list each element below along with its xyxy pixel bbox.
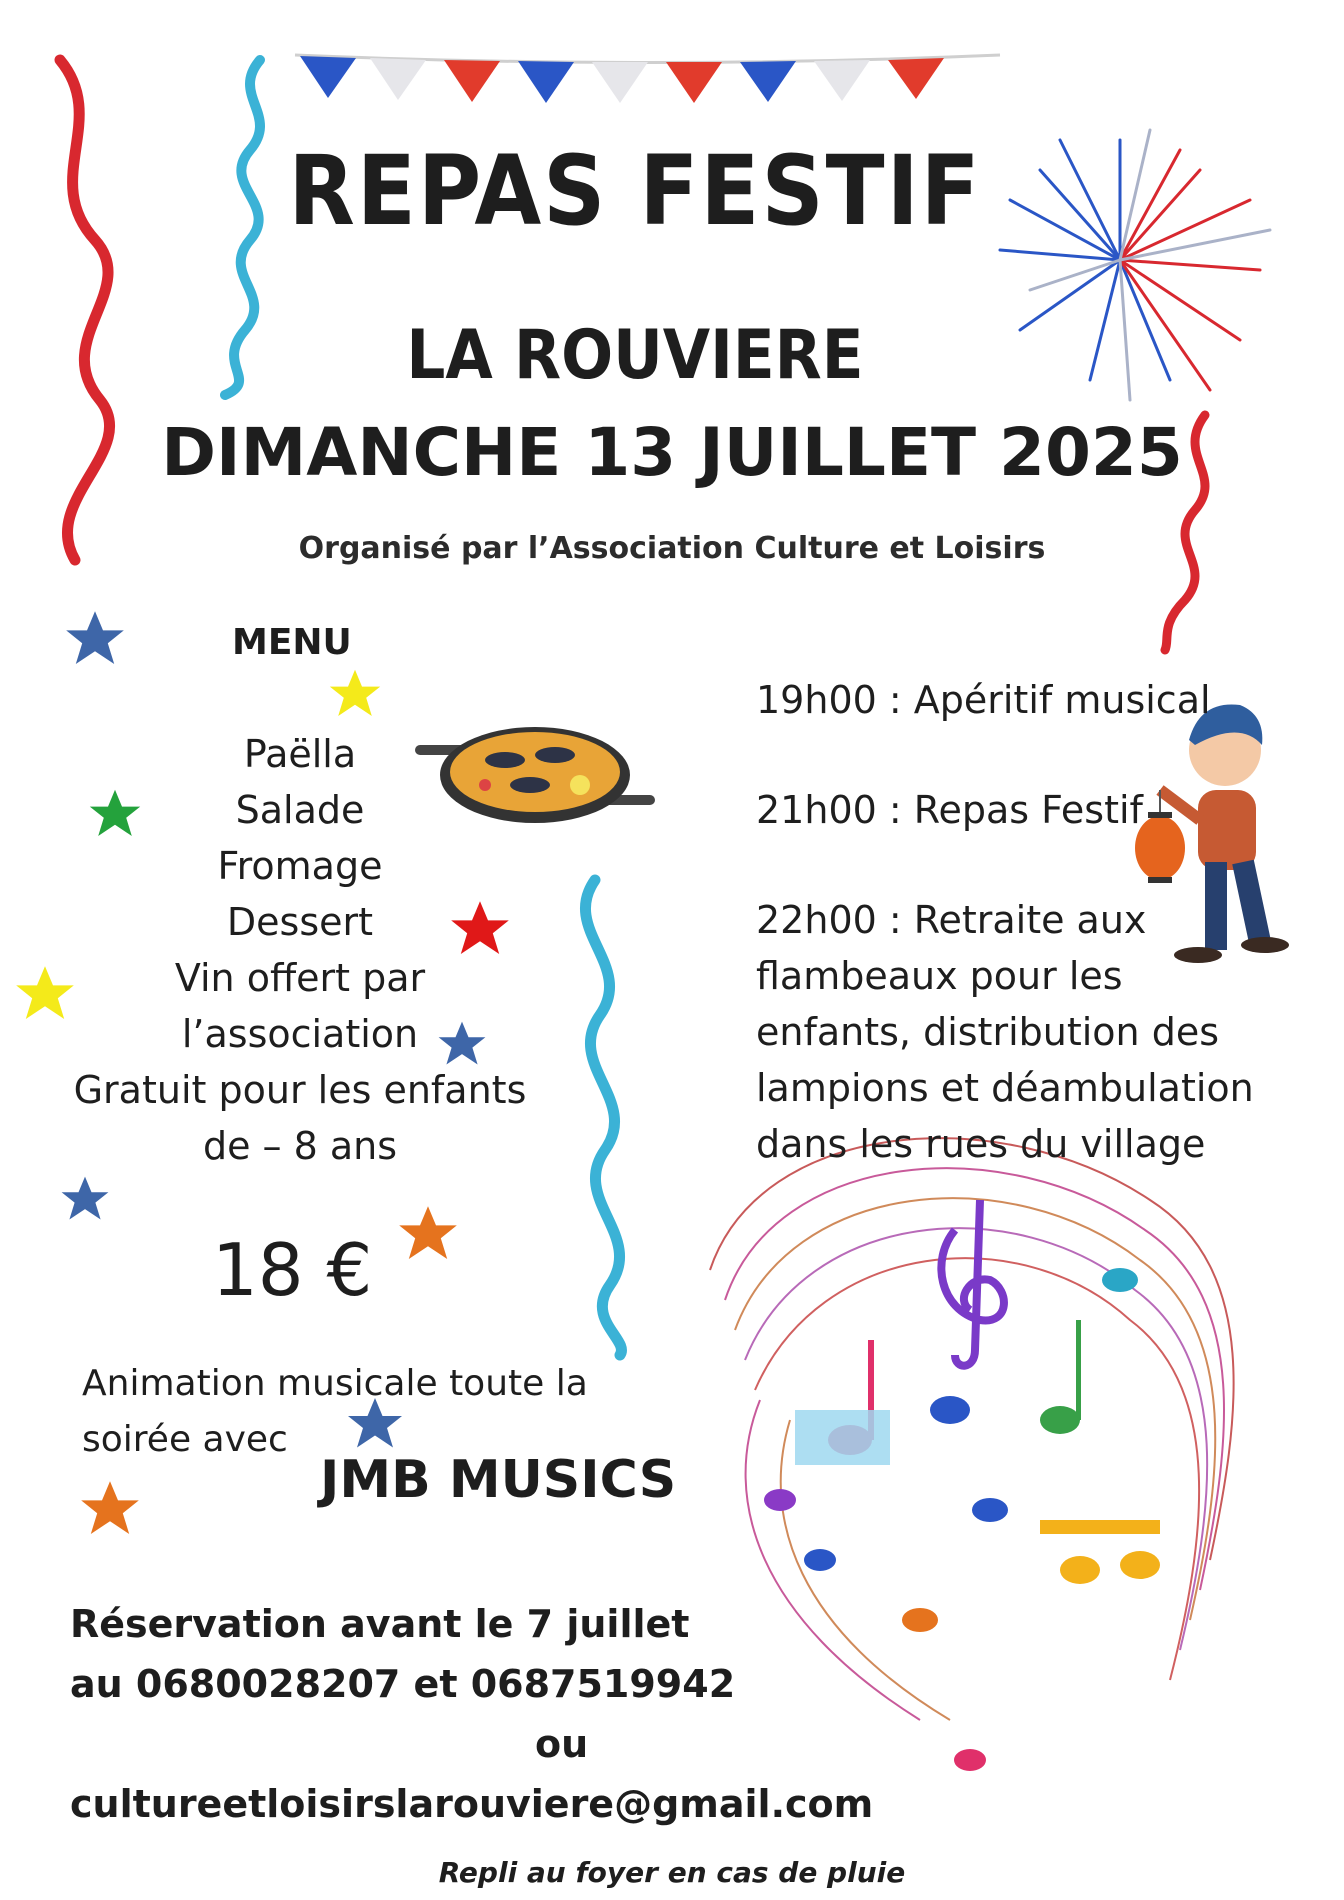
animation-line: soirée avec: [82, 1419, 288, 1460]
program-schedule: [756, 672, 1254, 1226]
menu-item: Dessert: [226, 900, 374, 944]
menu-item: Gratuit pour les enfants: [73, 1068, 527, 1112]
menu-list: [60, 726, 540, 1174]
event-title: REPAS FESTIF: [288, 135, 982, 247]
organizer-text: Organisé par l’Association Culture et Loisirs: [298, 531, 1046, 566]
event-place: LA ROUVIERE: [406, 316, 864, 395]
reservation-email[interactable]: cultureetloisirslarouviere@gmail.com: [70, 1782, 874, 1826]
reservation-or: ou: [535, 1722, 589, 1766]
band-name: JMB MUSICS: [320, 1450, 677, 1510]
program-line: dans les rues du village: [756, 1122, 1206, 1166]
cyan-streamer-middle: [585, 880, 621, 1355]
rain-note: Repli au foyer en cas de pluie: [438, 1856, 906, 1889]
program-item: [756, 892, 1254, 1172]
program-item: [756, 672, 1254, 728]
price: 18 €: [212, 1228, 373, 1312]
menu-item: Vin offert par: [174, 956, 426, 1000]
animation-line: Animation musicale toute la: [82, 1363, 588, 1404]
menu-item: Fromage: [217, 844, 383, 888]
menu-item: de – 8 ans: [202, 1124, 398, 1168]
event-date: DIMANCHE 13 JUILLET 2025: [161, 414, 1183, 491]
program-line: 22h00 : Retraite aux: [756, 898, 1147, 942]
program-item: [756, 782, 1254, 838]
bunting-flags: [295, 55, 1000, 103]
reservation-line: Réservation avant le 7 juillet: [70, 1602, 690, 1646]
menu-item: l’association: [181, 1012, 419, 1056]
program-line: lampions et déambulation: [756, 1066, 1254, 1110]
menu-item: Salade: [235, 788, 365, 832]
reservation-block: [70, 1594, 873, 1834]
menu-item: Paëlla: [243, 732, 357, 776]
program-line: 19h00 : Apéritif musical: [756, 678, 1211, 722]
program-line: enfants, distribution des: [756, 1010, 1219, 1054]
program-line: flambeaux pour les: [756, 954, 1123, 998]
reservation-phones: au 0680028207 et 0687519942: [70, 1662, 736, 1706]
menu-title: MENU: [232, 622, 352, 663]
program-line: 21h00 : Repas Festif: [756, 788, 1143, 832]
